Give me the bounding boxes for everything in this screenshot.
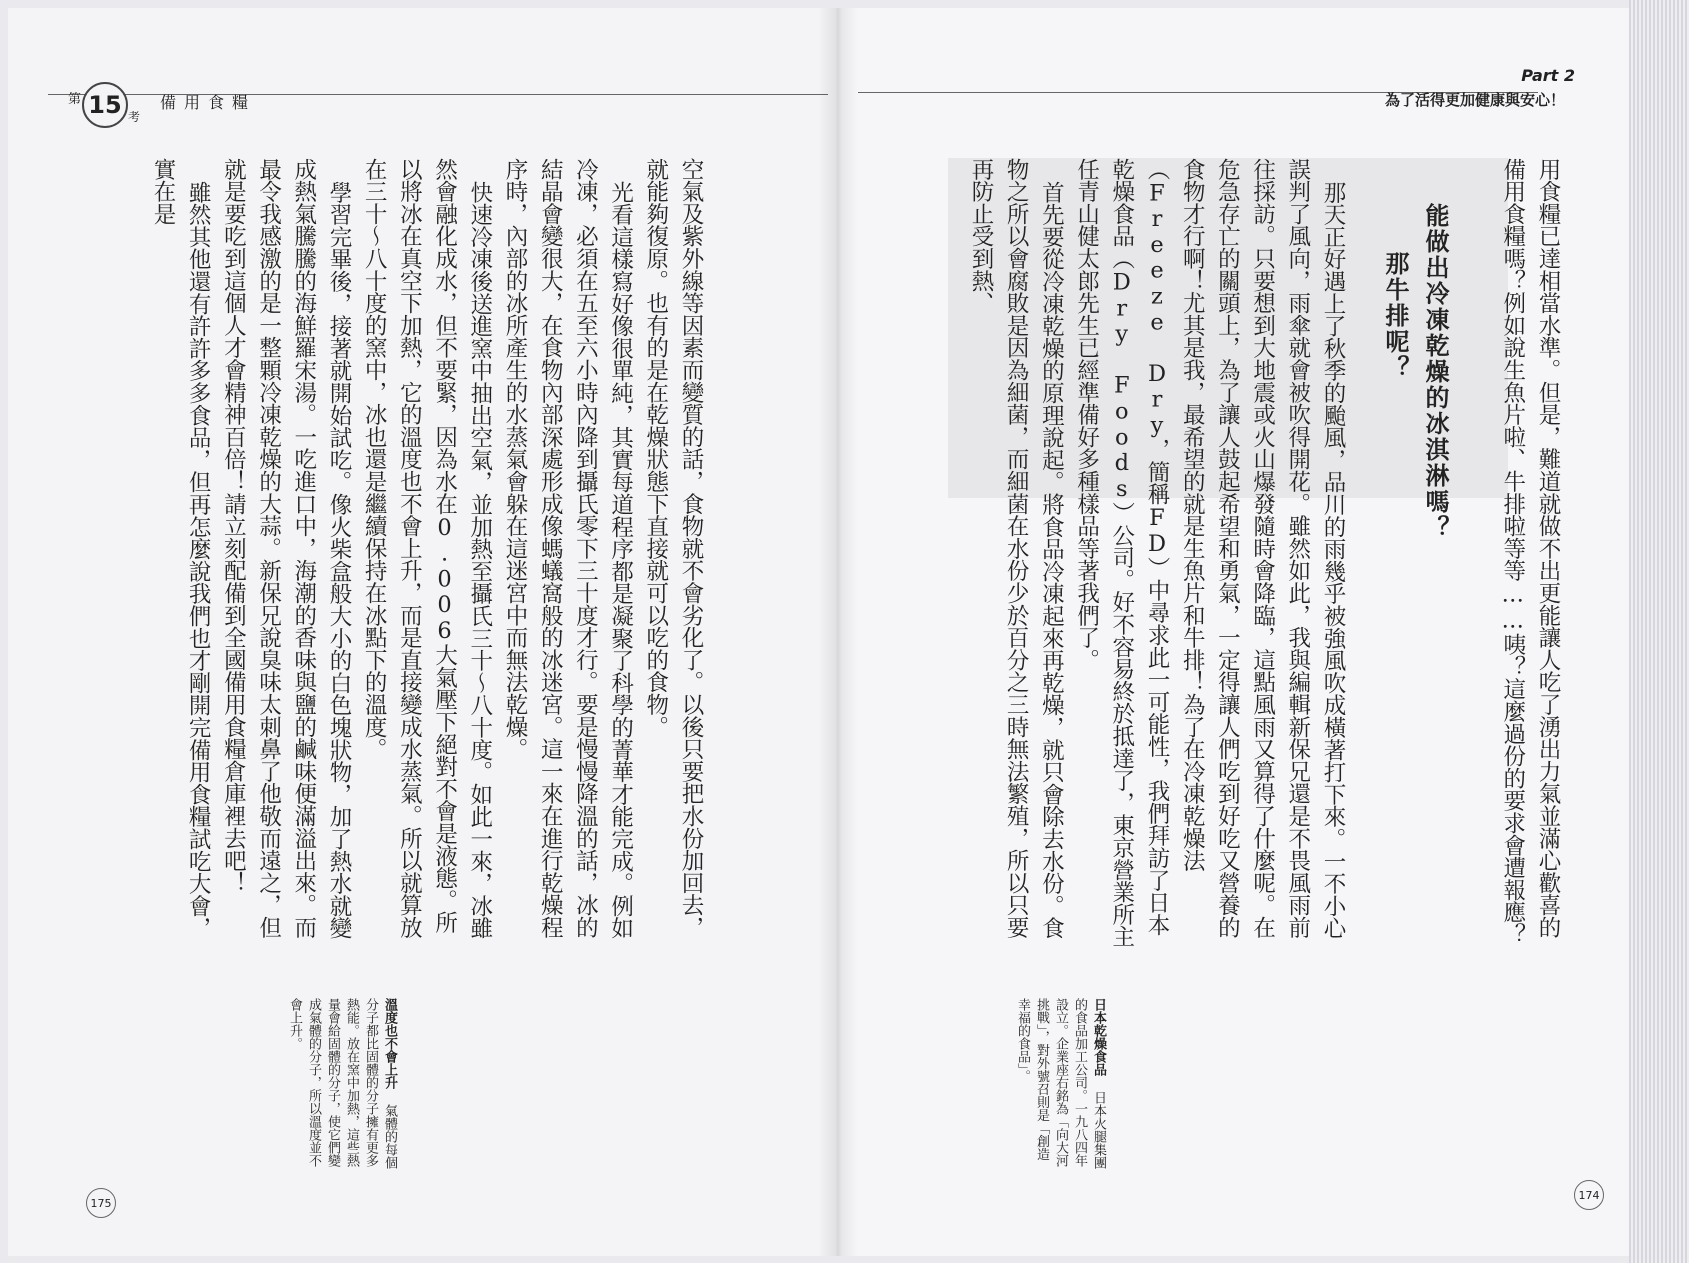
chapter-number-badge: 15 bbox=[82, 82, 128, 128]
heading-line-2: 那牛排呢？ bbox=[1381, 251, 1409, 381]
left-footnote bbox=[234, 998, 399, 1173]
footnote-text: 氣體的每個分子都比固體的分子擁有更多熱能。放在窯中加熱，這些熱量會給固體的分子，使它們變成氣體的分子，所以溫度並不會上升。 bbox=[287, 998, 397, 1169]
left-page bbox=[8, 8, 838, 1256]
chapter-suffix: 考 bbox=[128, 110, 141, 124]
body-paragraph: 雖然其他還有許許多多食品，但再怎麼說我們也才剛開完備用食糧試吃大會，實在是 bbox=[149, 158, 212, 939]
body-paragraph: 快速冷凍後送進窯中抽出空氣，並加熱至攝氏三十～八十度。如此一來，冰雖然會融化成水，但不要緊，因為水在0.006大氣壓下絕對不會是液態。所以將冰在真空下加熱，它的溫度也不會上升，而是直接變成水蒸氣。所以就算放在三十～八十度的窯中，冰也還是繼續保持在冰點下的溫度。 bbox=[361, 158, 493, 939]
chapter-prefix: 第 bbox=[68, 92, 82, 107]
book-gutter bbox=[818, 8, 858, 1256]
right-page bbox=[838, 8, 1660, 1256]
left-body-text bbox=[148, 158, 708, 953]
part-label: Part 2 bbox=[1521, 66, 1575, 85]
chapter-header bbox=[68, 82, 338, 126]
book-spread bbox=[8, 8, 1608, 1256]
body-paragraph: 首先要從冷凍乾燥的原理說起。將食品冷凍起來再乾燥，就只會除去水份。食物之所以會腐敗是因為細菌，而細菌在水份少於百分之三時無法繁殖，所以只要再防止受到熱、 bbox=[967, 158, 1065, 939]
page-number-left: 175 bbox=[86, 1188, 116, 1218]
footnote-term: 日本乾燥食品 bbox=[1091, 998, 1106, 1076]
right-body-text bbox=[967, 158, 1350, 958]
footnote-text: 日本火腿集團的食品加工公司。一九八四年設立。企業座右銘為「向大河挑戰」，對外號召則是「創造幸福的食品」。 bbox=[1015, 998, 1106, 1169]
heading-line-1: 能做出冷凍乾燥的冰淇淋嗎？ bbox=[1421, 203, 1449, 541]
body-paragraph: 那天正好遇上了秋季的颱風，品川的雨幾乎被強風吹成橫著打下來。一不小心誤判了風向，雨傘就會被吹得開花。雖然如此，我與編輯新保兄還是不畏風雨前往採訪。只要想到大地震或火山爆發隨時會降臨，這點風雨又算得了什麼呢。在危急存亡的關頭上，為了讓人鼓起希望和勇氣，一定得讓人們吃到好吃又營養的食物才行啊！尤其是我，最希望的就是生魚片和牛排！為了在冷凍乾燥法（Freeze Dry，簡稱FD）中尋求此一可能性，我們拜訪了日本乾燥食品（Dry Foods）公司。好不容易終於抵達了，東京營業所主任青山健太郎先生已經準備好多種樣品等著我們了。 bbox=[1073, 158, 1346, 948]
body-paragraph: 光看這樣寫好像很單純，其實每道程序都是凝聚了科學的菁華才能完成。例如冷凍，必須在五至六小時內降到攝氏零下三十度才行。要是慢慢降溫的話，冰的結晶會變很大，在食物內部深處形成像螞蟻窩般的冰迷宮。這一來在進行乾燥程序時，內部的冰所產生的水蒸氣會躲在這迷宮中而無法乾燥。 bbox=[501, 158, 634, 939]
body-paragraph: 空氣及紫外線等因素而變質的話，食物就不會劣化了。以後只要把水份加回去，就能夠復原。也有的是在乾燥狀態下直接就可以吃的食物。 bbox=[642, 158, 704, 939]
section-heading bbox=[1365, 203, 1455, 893]
part-header bbox=[1375, 66, 1575, 112]
right-footnote bbox=[978, 998, 1108, 1173]
page-number-right: 174 bbox=[1574, 1180, 1604, 1210]
page-edges bbox=[1629, 0, 1689, 1263]
body-paragraph: 學習完畢後，接著就開始試吃。像火柴盒般大小的白色塊狀物，加了熱水就變成熱氣騰騰的海鮮羅宋湯。一吃進口中，海潮的香味與鹽的鹹味便滿溢出來。而最令我感激的是一整顆冷凍乾燥的大蒜。新保兄說臭味太刺鼻了他敬而遠之，但就是要吃到這個人才會精神百倍！請立刻配備到全國備用食糧倉庫裡去吧！ bbox=[220, 158, 352, 939]
intro-paragraph: 用食糧已達相當水準。但是，難道就做不出更能讓人吃了湧出力氣並滿心歡喜的備用食糧嗎？例如說生魚片啦、牛排啦等等……咦？這麼過份的要求會遭報應？ bbox=[1499, 158, 1561, 946]
footnote-term: 溫度也不會上升 bbox=[382, 998, 397, 1089]
intro-text bbox=[1475, 158, 1565, 958]
part-subtitle: 為了活得更加健康與安心！ bbox=[1384, 91, 1565, 109]
chapter-title: 備用食糧 bbox=[160, 93, 257, 112]
